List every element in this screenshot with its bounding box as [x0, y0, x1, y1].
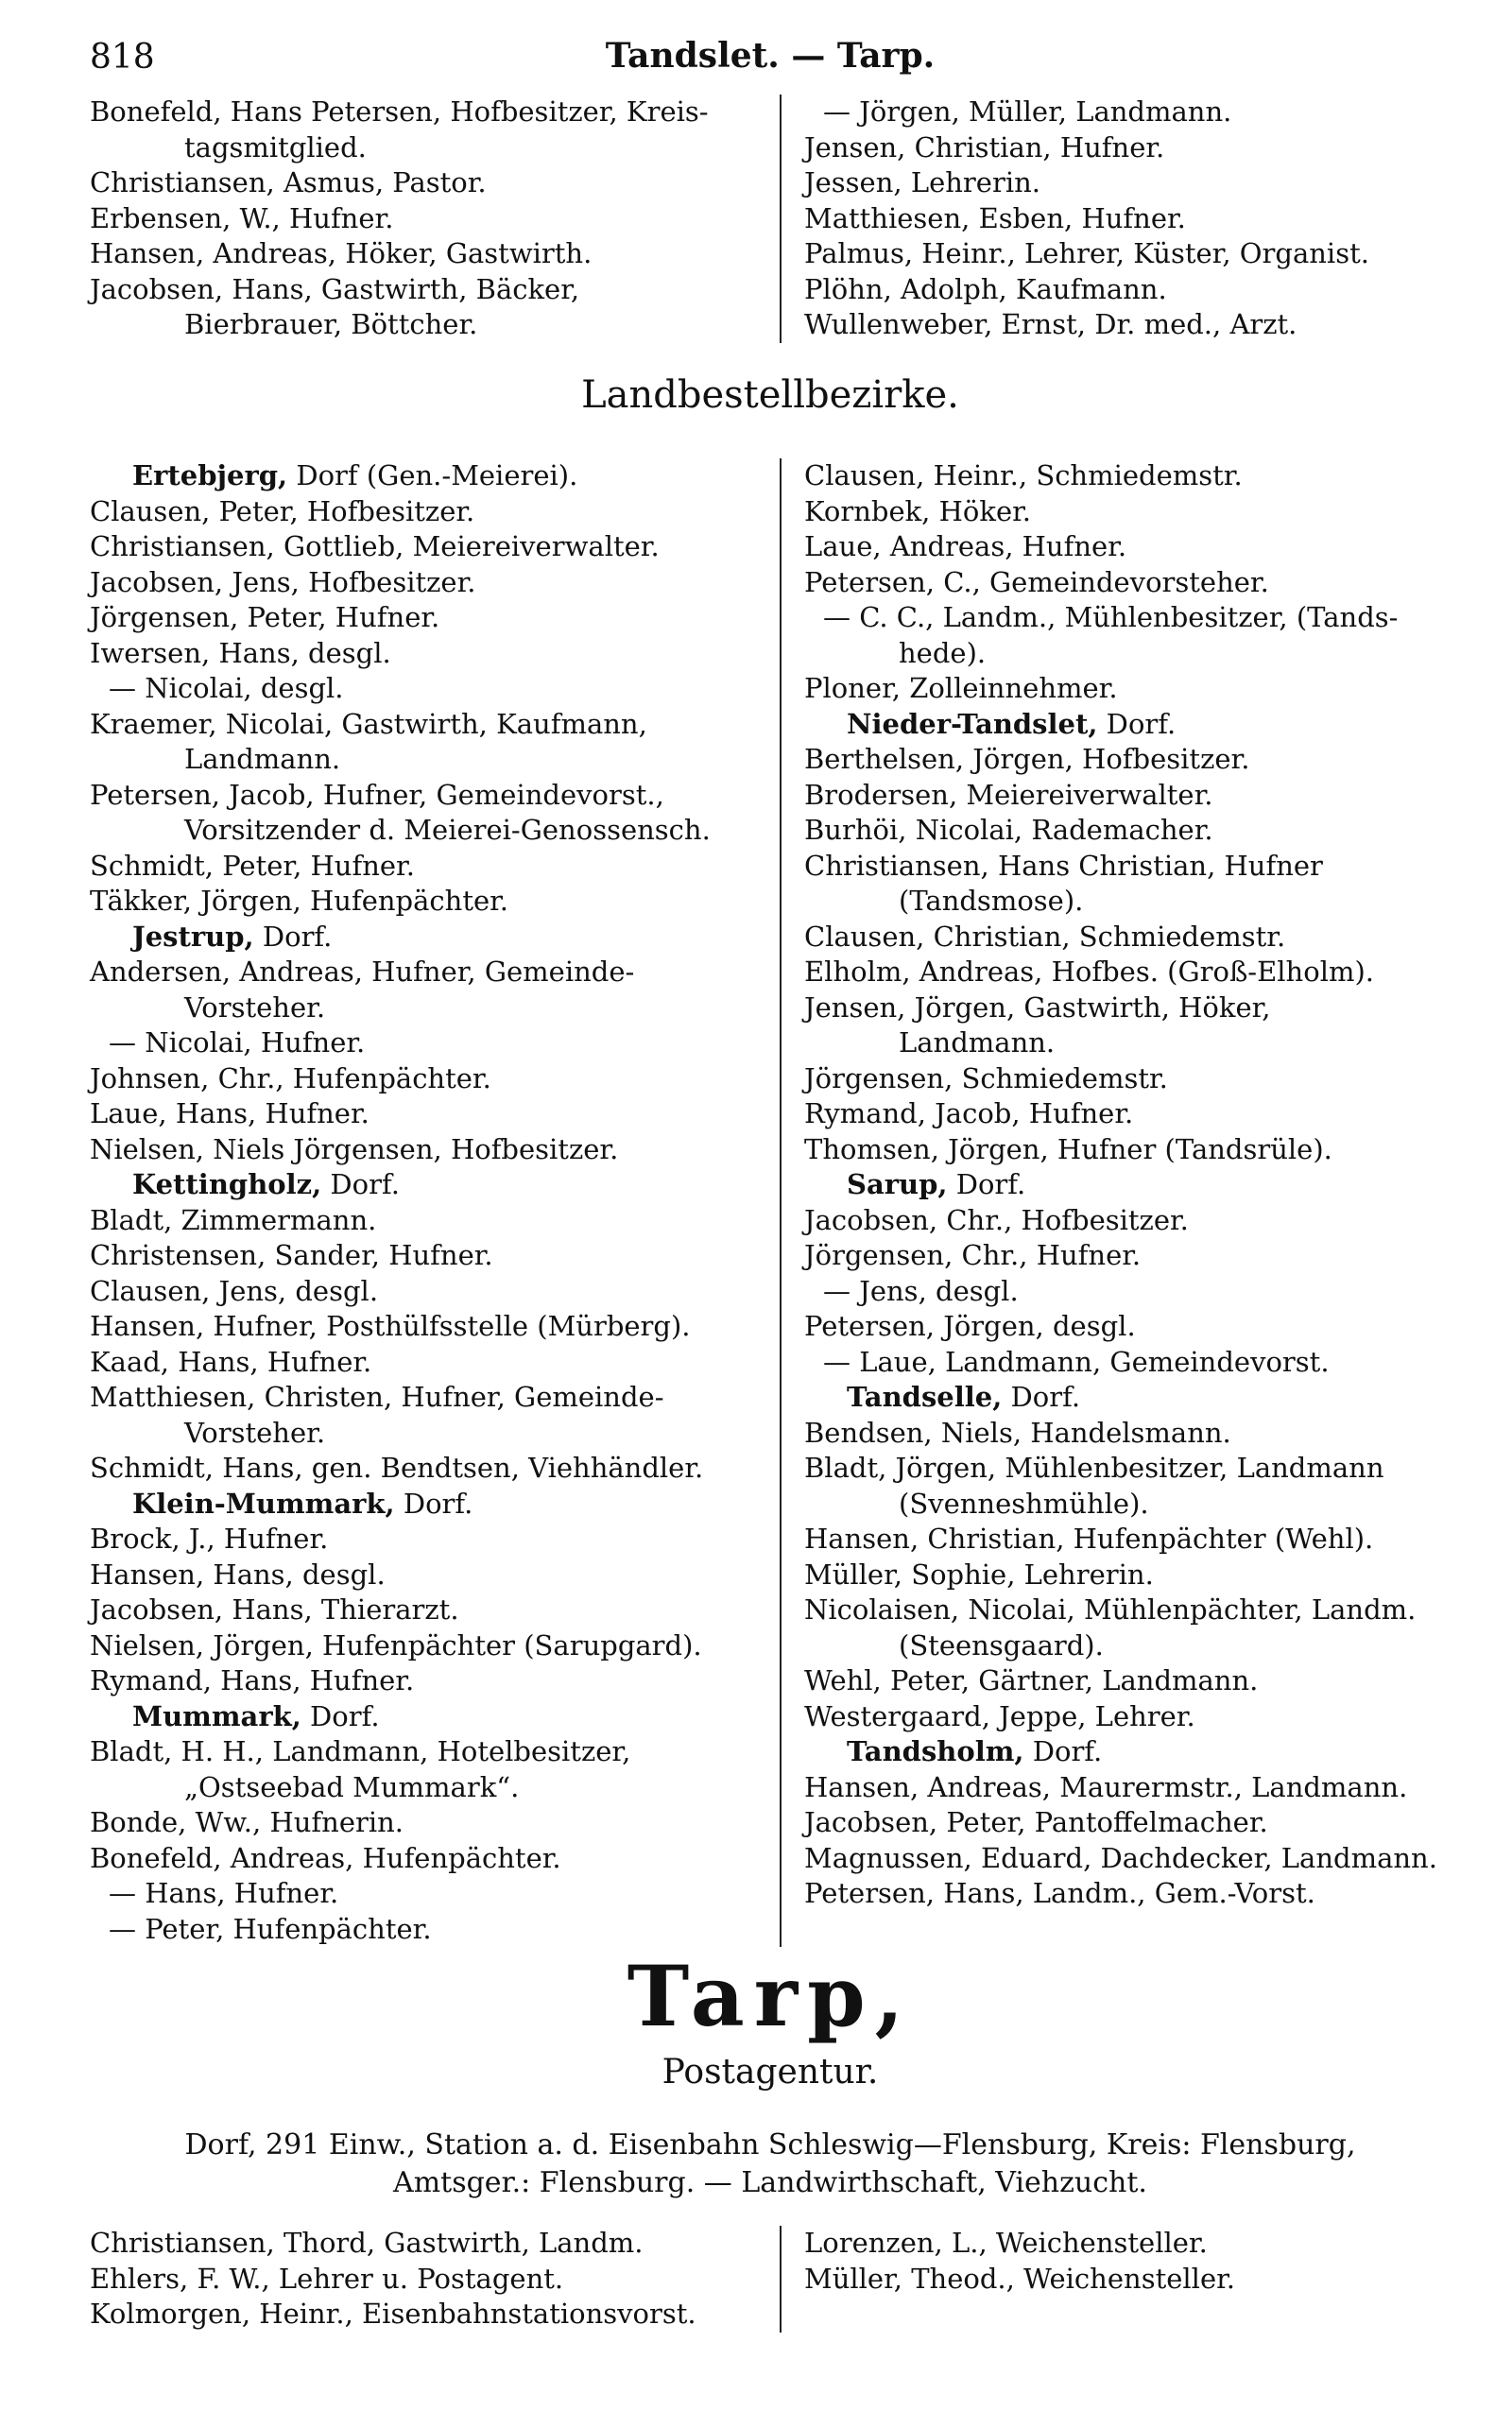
directory-entry: Hansen, Andreas, Höker, Gastwirth.: [90, 237, 593, 269]
directory-entry: Lorenzen, L., Weichensteller.: [804, 2227, 1208, 2259]
landbestell-right-column: [780, 458, 1451, 1947]
place-type: Dorf.: [321, 1168, 400, 1200]
directory-entry: Jacobsen, Hans, Thierarzt.: [90, 1593, 459, 1626]
place-heading: [90, 458, 766, 494]
directory-entry: Kolmorgen, Heinr., Eisenbahnstationsvorst.: [90, 2298, 696, 2330]
directory-entry: Clausen, Heinr., Schmiedemstr.: [804, 459, 1243, 491]
entry-continuation: Vorsteher.: [184, 990, 326, 1024]
place-heading: [90, 1487, 766, 1523]
tarp-subtitle: Postagentur.: [662, 2053, 879, 2092]
directory-entry: — Jörgen, Müller, Landmann.: [823, 95, 1232, 128]
place-heading: [90, 1167, 766, 1203]
entry-continuation: Vorsitzender d. Meierei-Genossensch.: [184, 814, 711, 846]
directory-entry: Bladt, H. H., Landmann, Hotelbesitzer,: [90, 1735, 631, 1767]
directory-entry: Müller, Sophie, Lehrerin.: [804, 1558, 1154, 1591]
page-number: 818: [90, 38, 155, 77]
place-heading: [90, 1699, 766, 1735]
directory-entry: Müller, Theod., Weichensteller.: [804, 2262, 1235, 2295]
place-name: Tandselle,: [847, 1381, 1003, 1413]
tarp-description-line-1: Dorf, 291 Einw., Station a. d. Eisenbahn Schleswig—Flensburg, Kreis: Flensburg,: [184, 2128, 1356, 2161]
directory-entry: Jörgensen, Chr., Hufner.: [804, 1239, 1142, 1271]
directory-entry: Wullenweber, Ernst, Dr. med., Arzt.: [804, 308, 1297, 340]
tarp-title: Tarp,: [627, 1947, 914, 2045]
page-header: [90, 30, 1451, 87]
directory-entry: Berthelsen, Jörgen, Hofbesitzer.: [804, 743, 1250, 775]
directory-entry: Nielsen, Jörgen, Hufenpächter (Sarupgard).: [90, 1628, 702, 1662]
directory-entry: Jörgensen, Schmiedemstr.: [804, 1061, 1168, 1094]
landbestell-heading: Landbestellbezirke.: [581, 373, 959, 417]
directory-entry: Jörgensen, Peter, Hufner.: [90, 601, 440, 633]
entry-continuation: Bierbrauer, Böttcher.: [184, 308, 478, 340]
place-name: Sarup,: [847, 1168, 948, 1200]
directory-entry: Nicolaisen, Nicolai, Mühlenpächter, Landm.: [804, 1593, 1417, 1626]
directory-entry: Clausen, Jens, desgl.: [90, 1274, 379, 1307]
directory-entry: Palmus, Heinr., Lehrer, Küster, Organist.: [804, 237, 1369, 269]
landbestell-section: [90, 458, 1451, 1947]
directory-entry: Jacobsen, Chr., Hofbesitzer.: [804, 1203, 1189, 1236]
place-heading: [90, 920, 766, 956]
entry-continuation: (Svenneshmühle).: [899, 1487, 1149, 1520]
directory-entry: Ploner, Zolleinnehmer.: [804, 672, 1118, 704]
place-type: Dorf.: [394, 1487, 473, 1520]
directory-entry: Bendsen, Niels, Handelsmann.: [804, 1416, 1231, 1449]
directory-entry: Täkker, Jörgen, Hufenpächter.: [90, 885, 509, 917]
tarp-description: [90, 2127, 1451, 2202]
directory-entry: Laue, Hans, Hufner.: [90, 1097, 369, 1129]
place-name: Kettingholz,: [132, 1168, 322, 1200]
landbestell-left-column: [90, 458, 780, 1947]
directory-entry: Jacobsen, Peter, Pantoffelmacher.: [804, 1806, 1268, 1838]
tandslet-right-column: [780, 95, 1451, 343]
directory-entry: Petersen, Jacob, Hufner, Gemeindevorst.,: [90, 778, 664, 811]
entry-continuation: hede).: [899, 636, 987, 669]
running-title: Tandslet. — Tarp.: [605, 36, 936, 76]
place-heading: [804, 1734, 1451, 1770]
directory-entry: Magnussen, Eduard, Dachdecker, Landmann.: [804, 1841, 1437, 1874]
place-type: Dorf.: [253, 920, 333, 953]
directory-entry: Johnsen, Chr., Hufenpächter.: [90, 1061, 491, 1094]
directory-entry: Rymand, Jacob, Hufner.: [804, 1097, 1134, 1129]
directory-entry: Christiansen, Thord, Gastwirth, Landm.: [90, 2227, 644, 2259]
place-name: Jestrup,: [132, 920, 254, 953]
directory-entry: Bladt, Jörgen, Mühlenbesitzer, Landmann: [804, 1452, 1384, 1484]
place-type: Dorf.: [947, 1168, 1026, 1200]
directory-entry: Wehl, Peter, Gärtner, Landmann.: [804, 1664, 1259, 1696]
directory-entry: Andersen, Andreas, Hufner, Gemeinde-: [90, 956, 635, 988]
tarp-left-column: [90, 2226, 780, 2333]
place-name: Tandsholm,: [847, 1735, 1024, 1767]
directory-entry: Christiansen, Gottlieb, Meiereiverwalter.: [90, 530, 660, 562]
tarp-residents: [90, 2226, 1451, 2333]
directory-entry: Petersen, C., Gemeindevorsteher.: [804, 565, 1269, 598]
entry-continuation: Landmann.: [899, 1026, 1056, 1059]
directory-entry: Plöhn, Adolph, Kaufmann.: [804, 272, 1167, 305]
directory-entry: Elholm, Andreas, Hofbes. (Groß-Elholm).: [804, 956, 1374, 988]
directory-entry: — Laue, Landmann, Gemeindevorst.: [823, 1345, 1330, 1378]
directory-entry: Jacobsen, Jens, Hofbesitzer.: [90, 565, 476, 598]
entry-continuation: Landmann.: [184, 743, 341, 775]
directory-entry: Matthiesen, Esben, Hufner.: [804, 201, 1186, 234]
directory-entry: Kaad, Hans, Hufner.: [90, 1345, 372, 1378]
directory-entry: Jensen, Jörgen, Gastwirth, Höker,: [804, 990, 1271, 1024]
directory-entry: Kornbek, Höker.: [804, 494, 1032, 527]
entry-continuation: tagsmitglied.: [184, 130, 367, 164]
directory-entry: Jensen, Christian, Hufner.: [804, 130, 1165, 164]
directory-entry: — C. C., Landm., Mühlenbesitzer, (Tands-: [823, 601, 1399, 633]
directory-entry: Jacobsen, Hans, Gastwirth, Bäcker,: [90, 272, 580, 305]
directory-entry: Burhöi, Nicolai, Rademacher.: [804, 814, 1213, 846]
directory-entry: Hansen, Hufner, Posthülfsstelle (Mürberg).: [90, 1310, 691, 1342]
directory-entry: Erbensen, W., Hufner.: [90, 201, 394, 234]
directory-entry: Bladt, Zimmermann.: [90, 1203, 377, 1236]
directory-entry: Christiansen, Asmus, Pastor.: [90, 166, 487, 198]
directory-entry: Thomsen, Jörgen, Hufner (Tandsrüle).: [804, 1132, 1332, 1165]
tarp-description-line-2: Amtsger.: Flensburg. — Landwirthschaft, Viehzucht.: [393, 2166, 1147, 2199]
directory-entry: Christiansen, Hans Christian, Hufner: [804, 849, 1323, 882]
entry-continuation: Vorsteher.: [184, 1416, 326, 1449]
directory-entry: Iwersen, Hans, desgl.: [90, 636, 391, 669]
entry-continuation: (Tandsmose).: [899, 885, 1084, 917]
place-name: Klein-Mummark,: [132, 1487, 395, 1520]
directory-entry: Westergaard, Jeppe, Lehrer.: [804, 1699, 1195, 1732]
directory-entry: Laue, Andreas, Hufner.: [804, 530, 1127, 562]
tandslet-residents: [90, 95, 1451, 343]
directory-entry: — Jens, desgl.: [823, 1274, 1019, 1307]
directory-entry: — Hans, Hufner.: [109, 1877, 339, 1909]
tarp-right-column: [780, 2226, 1451, 2333]
directory-entry: Hansen, Christian, Hufenpächter (Wehl).: [804, 1523, 1374, 1555]
directory-entry: Petersen, Jörgen, desgl.: [804, 1310, 1136, 1342]
directory-entry: Ehlers, F. W., Lehrer u. Postagent.: [90, 2262, 564, 2295]
tandslet-left-column: [90, 95, 780, 343]
place-name: Nieder-Tandslet,: [847, 707, 1098, 740]
directory-entry: Bonde, Ww., Hufnerin.: [90, 1806, 404, 1838]
entry-continuation: „Ostseebad Mummark“.: [184, 1770, 520, 1803]
directory-entry: Clausen, Peter, Hofbesitzer.: [90, 494, 475, 527]
place-type: Dorf.: [1097, 707, 1177, 740]
directory-entry: Brock, J., Hufner.: [90, 1523, 329, 1555]
place-name: Ertebjerg,: [132, 459, 288, 491]
directory-entry: Schmidt, Hans, gen. Bendtsen, Viehhändler.: [90, 1452, 704, 1484]
place-type: Dorf (Gen.-Meierei).: [287, 459, 578, 491]
directory-entry: Petersen, Hans, Landm., Gem.-Vorst.: [804, 1877, 1315, 1909]
directory-entry: — Nicolai, Hufner.: [109, 1026, 366, 1059]
directory-entry: Matthiesen, Christen, Hufner, Gemeinde-: [90, 1381, 664, 1413]
directory-entry: Hansen, Andreas, Maurermstr., Landmann.: [804, 1770, 1408, 1803]
place-type: Dorf.: [301, 1699, 380, 1732]
directory-entry: Schmidt, Peter, Hufner.: [90, 849, 415, 882]
directory-entry: Nielsen, Niels Jörgensen, Hofbesitzer.: [90, 1132, 619, 1165]
place-heading: [804, 707, 1451, 743]
directory-entry: Brodersen, Meiereiverwalter.: [804, 778, 1213, 811]
directory-entry: Hansen, Hans, desgl.: [90, 1558, 386, 1591]
place-heading: [804, 1380, 1451, 1416]
directory-entry: Jessen, Lehrerin.: [804, 166, 1040, 198]
directory-entry: Christensen, Sander, Hufner.: [90, 1239, 493, 1271]
directory-entry: Bonefeld, Andreas, Hufenpächter.: [90, 1841, 561, 1874]
directory-entry: Clausen, Christian, Schmiedemstr.: [804, 920, 1286, 953]
directory-entry: Kraemer, Nicolai, Gastwirth, Kaufmann,: [90, 707, 647, 740]
place-type: Dorf.: [1002, 1381, 1081, 1413]
directory-entry: — Peter, Hufenpächter.: [109, 1912, 432, 1945]
place-heading: [804, 1167, 1451, 1203]
directory-entry: Bonefeld, Hans Petersen, Hofbesitzer, Kreis-: [90, 95, 709, 128]
entry-continuation: (Steensgaard).: [899, 1628, 1104, 1662]
place-type: Dorf.: [1023, 1735, 1103, 1767]
place-name: Mummark,: [132, 1699, 301, 1732]
directory-entry: Rymand, Hans, Hufner.: [90, 1664, 415, 1696]
directory-entry: — Nicolai, desgl.: [109, 672, 344, 704]
